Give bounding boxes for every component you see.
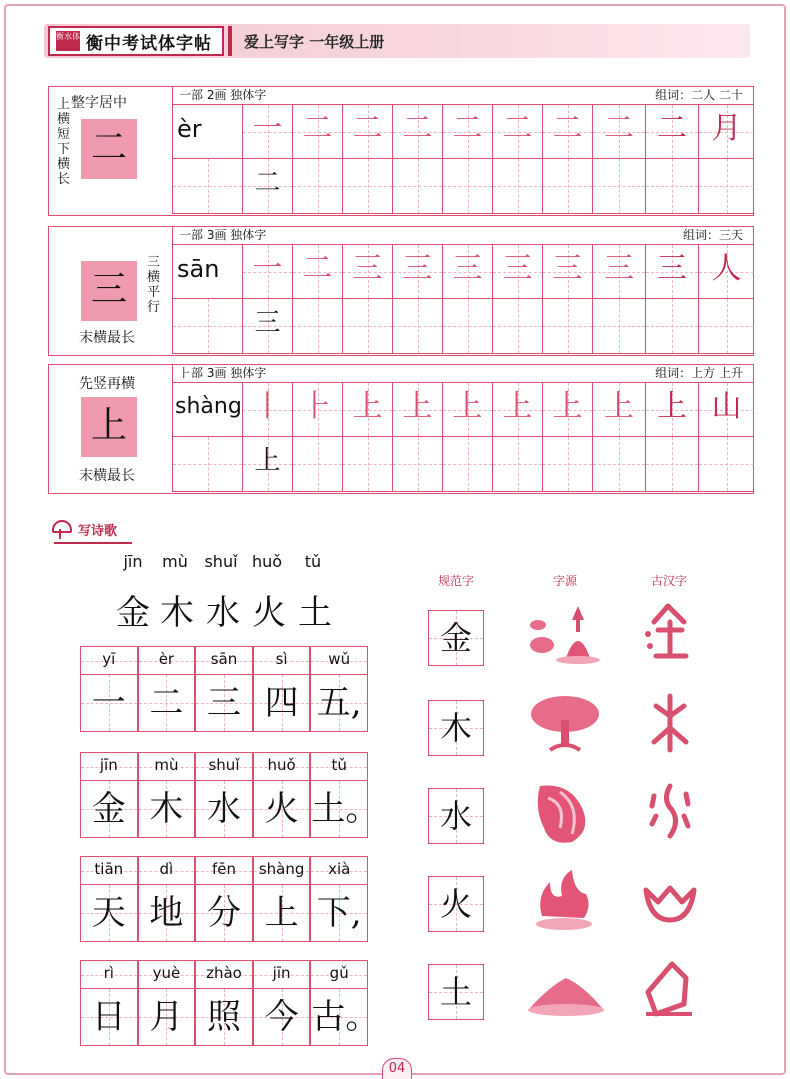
stroke-step: 二 — [443, 105, 493, 159]
practice-cell — [293, 299, 343, 354]
pinyin-cell: mù — [138, 752, 196, 781]
fire-origin-illustration — [520, 866, 610, 936]
practice-cell — [343, 299, 393, 354]
poem-char: 分 — [195, 885, 253, 942]
standard-char-box: 火 — [428, 876, 484, 932]
pinyin-cell: huǒ — [253, 752, 311, 781]
pinyin-cell: zhào — [195, 960, 253, 989]
stroke-step: 二 — [543, 105, 593, 159]
title-char: 土 — [298, 593, 332, 633]
poem-char: 地 — [138, 885, 196, 942]
lamp-icon — [50, 518, 72, 540]
writing-grid — [173, 383, 753, 492]
poem-char: 一 — [80, 675, 138, 732]
pinyin-cell: tǔ — [310, 752, 368, 781]
ancient-metal-glyph — [640, 600, 700, 662]
pinyin-cell: sì — [253, 646, 311, 675]
radical-strokes: 一部 3画 独体字 — [179, 228, 267, 242]
water-origin-illustration — [520, 778, 610, 848]
example-char: 上 — [646, 383, 699, 437]
stroke-step: 三 — [493, 245, 543, 299]
poem-char: 四 — [253, 675, 311, 732]
pinyin-cell: tiān — [80, 856, 138, 885]
practice-cell — [646, 299, 699, 354]
title-char: 木 — [160, 593, 194, 633]
poem-section-title: 写诗歌 — [78, 523, 118, 539]
pinyin-cell: jīn — [253, 960, 311, 989]
poem-char: 火 — [253, 781, 311, 838]
model-char-box: 二 — [81, 119, 137, 179]
practice-cell — [173, 299, 243, 354]
practice-cell — [343, 159, 393, 214]
model-char-box: 三 — [81, 261, 137, 321]
example-char: 二 — [646, 105, 699, 159]
tip-side: 三横平行 — [147, 255, 161, 315]
practice-cell — [493, 299, 543, 354]
practice-cell — [393, 299, 443, 354]
col-head-ancient: 古汉字 — [650, 574, 687, 588]
practice-cell — [173, 437, 243, 492]
title-char: 水 — [206, 593, 240, 633]
col-head-standard: 规范字 — [437, 574, 474, 588]
stroke-step: 一 — [243, 105, 293, 159]
poem-char: 五, — [310, 675, 368, 732]
radical-strokes: 一部 2画 独体字 — [179, 88, 267, 102]
pinyin-cell: yī — [80, 646, 138, 675]
practice-cell — [593, 299, 646, 354]
stroke-step: 一 — [243, 245, 293, 299]
stroke-step: ⺊ — [293, 383, 343, 437]
stroke-step: 上 — [543, 383, 593, 437]
earth-origin-illustration — [520, 956, 610, 1026]
practice-cell — [493, 159, 543, 214]
standard-char-box: 土 — [428, 964, 484, 1020]
pinyin-cell: shàng — [253, 856, 311, 885]
poem-char: 土。 — [310, 781, 368, 838]
stroke-step: 三 — [393, 245, 443, 299]
example-char: 山 — [699, 383, 754, 437]
writing-grid — [173, 245, 753, 354]
title-pinyin: huǒ — [251, 552, 283, 571]
logo-icon: 衡水体 — [56, 31, 80, 51]
pinyin-cell: èr — [173, 105, 243, 159]
stroke-step: 三 — [543, 245, 593, 299]
practice-cell — [293, 437, 343, 492]
stroke-step: 丨 — [243, 383, 293, 437]
tip-top: 整字居中 — [71, 95, 127, 111]
practice-cell — [443, 159, 493, 214]
practice-row-san — [48, 226, 754, 356]
char-tip-panel — [49, 365, 173, 492]
practice-cell — [493, 437, 543, 492]
title-char: 金 — [116, 593, 150, 633]
pinyin-cell: èr — [138, 646, 196, 675]
practice-cell — [646, 437, 699, 492]
poem-char: 日 — [80, 989, 138, 1046]
word-examples: 组词：上方 上升 — [655, 366, 743, 380]
book-subtitle: 爱上写字 一年级上册 — [244, 33, 385, 51]
pinyin-cell: sān — [195, 646, 253, 675]
poem-char: 二 — [138, 675, 196, 732]
page-number: 04 — [382, 1058, 412, 1079]
tip-bottom: 末横最长 — [79, 330, 135, 346]
char-info-bar — [173, 227, 753, 245]
tip-top: 先竖再横 — [79, 376, 135, 392]
pinyin-cell: jīn — [80, 752, 138, 781]
char-info-bar — [173, 365, 753, 383]
stroke-step: 二 — [593, 105, 646, 159]
example-char: 月 — [699, 105, 754, 159]
pinyin-cell: gǔ — [310, 960, 368, 989]
practice-row-shang — [48, 364, 754, 494]
tip-bottom: 末横最长 — [79, 468, 135, 484]
pinyin-cell: sān — [173, 245, 243, 299]
practice-cell — [343, 437, 393, 492]
brand-title: 衡中考试体字帖 — [86, 33, 212, 54]
word-examples: 组词：三天 — [682, 228, 743, 242]
stroke-step: 上 — [593, 383, 646, 437]
poem-char: 古。 — [310, 989, 368, 1046]
stroke-step: 三 — [593, 245, 646, 299]
poem-char: 三 — [195, 675, 253, 732]
poem-char: 今 — [253, 989, 311, 1046]
title-pinyin: mù — [162, 552, 188, 571]
practice-cell — [699, 299, 754, 354]
pinyin-cell: shàng — [173, 383, 243, 437]
word-examples: 组词：二人 二十 — [655, 88, 743, 102]
practice-cell — [543, 299, 593, 354]
poem-char: 金 — [80, 781, 138, 838]
writing-grid — [173, 105, 753, 214]
practice-cell — [443, 437, 493, 492]
practice-cell — [393, 159, 443, 214]
char-info-bar — [173, 87, 753, 105]
copy-cell: 三 — [243, 299, 293, 354]
title-pinyin: tǔ — [304, 552, 322, 571]
practice-cell — [646, 159, 699, 214]
ancient-water-glyph — [640, 780, 700, 842]
practice-cell — [593, 437, 646, 492]
poem-char: 天 — [80, 885, 138, 942]
pinyin-cell: rì — [80, 960, 138, 989]
copy-cell: 二 — [243, 159, 293, 214]
practice-cell — [543, 437, 593, 492]
practice-cell — [293, 159, 343, 214]
pinyin-cell: wǔ — [310, 646, 368, 675]
poem-char: 照 — [195, 989, 253, 1046]
practice-cell — [699, 437, 754, 492]
stroke-step: 上 — [493, 383, 543, 437]
title-pinyin: shuǐ — [204, 552, 238, 571]
poem-heading — [50, 518, 117, 540]
ancient-earth-glyph — [640, 958, 700, 1020]
practice-cell — [593, 159, 646, 214]
practice-cell — [699, 159, 754, 214]
title-pinyin: jīn — [123, 552, 143, 571]
poem-char: 木 — [138, 781, 196, 838]
example-char: 人 — [699, 245, 754, 299]
poem-char: 月 — [138, 989, 196, 1046]
practice-row-er — [48, 86, 754, 216]
stroke-step: 三 — [343, 245, 393, 299]
stroke-step: 上 — [443, 383, 493, 437]
pinyin-cell: shuǐ — [195, 752, 253, 781]
stroke-step: 上 — [343, 383, 393, 437]
stroke-step: 二 — [293, 105, 343, 159]
practice-cell — [543, 159, 593, 214]
stroke-step: 二 — [393, 105, 443, 159]
copy-cell: 上 — [243, 437, 293, 492]
tree-origin-illustration — [520, 690, 610, 760]
pinyin-cell: fēn — [195, 856, 253, 885]
char-tip-panel — [49, 227, 173, 354]
heading-underline — [54, 542, 132, 544]
header-divider — [228, 26, 232, 56]
title-char: 火 — [252, 593, 286, 633]
ancient-fire-glyph — [640, 870, 700, 932]
poem-char: 水 — [195, 781, 253, 838]
practice-cell — [443, 299, 493, 354]
stroke-step: 上 — [393, 383, 443, 437]
stroke-step: 三 — [443, 245, 493, 299]
standard-char-box: 木 — [428, 700, 484, 756]
poem-char: 下, — [310, 885, 368, 942]
pinyin-cell: yuè — [138, 960, 196, 989]
pinyin-cell: dì — [138, 856, 196, 885]
ancient-wood-glyph — [640, 692, 700, 754]
col-head-origin: 字源 — [552, 574, 577, 588]
example-char: 三 — [646, 245, 699, 299]
model-char-box: 上 — [81, 397, 137, 457]
practice-cell — [393, 437, 443, 492]
stroke-step: 二 — [493, 105, 543, 159]
char-tip-panel — [49, 87, 173, 214]
pinyin-cell: xià — [310, 856, 368, 885]
standard-char-box: 金 — [428, 610, 484, 666]
poem-char: 上 — [253, 885, 311, 942]
stroke-step: 二 — [293, 245, 343, 299]
practice-cell — [173, 159, 243, 214]
header-brand-box — [48, 26, 224, 56]
tip-side: 上横短下横长 — [57, 97, 71, 187]
standard-char-box: 水 — [428, 788, 484, 844]
metal-origin-illustration — [520, 600, 610, 670]
stroke-step: 二 — [343, 105, 393, 159]
radical-strokes: ⺊部 3画 独体字 — [179, 366, 267, 380]
